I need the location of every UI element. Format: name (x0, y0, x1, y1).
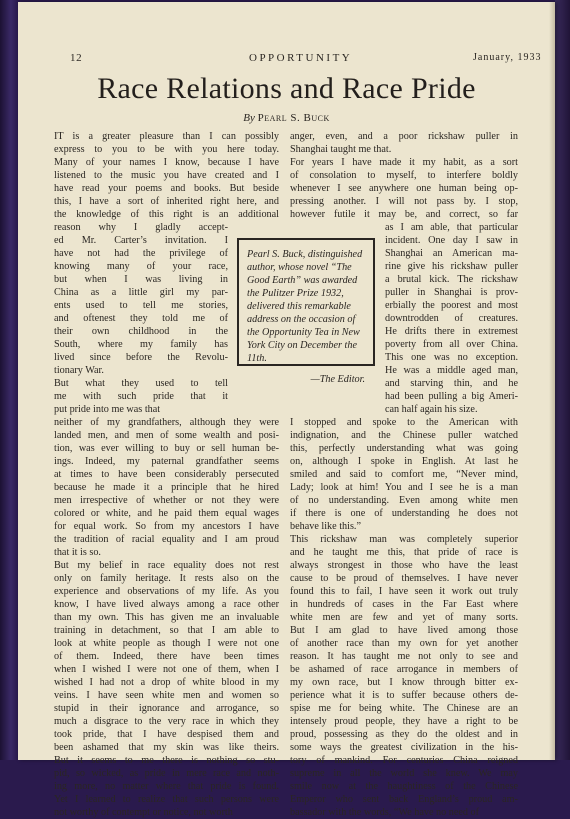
text-line: Yet I learned to realize that such persons were (54, 794, 279, 805)
text-line: of them. Indeed, there have been times (54, 651, 279, 662)
text-line: when I wished I were not one of them, when I (54, 664, 279, 675)
text-line: the knowledge of this right is an additional (54, 209, 279, 220)
magazine-page (18, 2, 555, 818)
text-line: been ashamed that my skin was like theirs. (54, 742, 279, 753)
text-line: poverty from all over China. (385, 339, 518, 350)
text-line: neither of my grandfathers, although they were (54, 417, 279, 428)
text-line: smile now at the haughtiness of the Chinese (290, 781, 518, 792)
text-line: my own race, but I know through bitter ex- (290, 677, 518, 688)
right-column-narrow (385, 221, 518, 416)
text-line: if there is one of understanding he does not (290, 508, 518, 519)
text-line: perience what it is to suffer because others de- (290, 690, 518, 701)
editor-note-text: Pearl S. Buck, distinguished author, whose novel “The Good Earth” was awarded the Pulitzer Prize 1932, delivered this remarkable address on the occasion of the Opportunity Tea in New York City on December the 11th. (247, 249, 363, 364)
text-line: anger, even, and a poor rickshaw puller in (290, 131, 518, 142)
text-line: cause to be proud of themselves. I have never (290, 573, 518, 584)
text-line: But it seems to me there is nothing so stu- (54, 755, 279, 766)
text-line: for equal work. So from my ancestors I have (54, 521, 279, 532)
text-line: reason why I gladly accept- (54, 222, 228, 233)
editor-note-attribution: —The Editor. (310, 374, 365, 385)
text-line: erbially the poorest and most (385, 300, 518, 311)
text-line: ings. Indeed, my paternal grandfather seems (54, 456, 279, 467)
text-line: smiled and said to comfort me, “Never mind, (290, 469, 518, 480)
text-line: can half again his size. (385, 404, 478, 415)
text-line: reason. It has taught me not only to see and (290, 651, 518, 662)
text-line: ed Mr. Carter’s invitation. I (54, 235, 228, 246)
text-line: behave like this.” (290, 521, 362, 532)
text-line: and he taught me this, that pride of race is (290, 547, 518, 558)
book-binding (0, 0, 18, 760)
text-line: supreme in all the world she knew. We may (290, 768, 518, 779)
text-line: He was a middle aged man, (385, 365, 518, 376)
text-line: I stopped and spoke to the American with (290, 417, 518, 428)
page-edge (555, 0, 570, 760)
text-line: ents used to tell me stories, (54, 300, 228, 311)
text-line: knowing many of your race, (54, 261, 228, 272)
text-line: be ashamed of race arrogance in members of (290, 664, 518, 675)
text-line: always strongest in those who have the least (290, 560, 518, 571)
text-line: stupid in their ignorance and arrogance, so (54, 703, 279, 714)
text-line: the tradition of racial equality and I am proud (54, 534, 279, 545)
text-line: bassador with the words, “We have no need of (290, 807, 480, 818)
text-line: But I am glad to have lived among those (290, 625, 518, 636)
text-line: put pride into me was that (54, 404, 161, 415)
text-line: experience and observations of my life. As you (54, 586, 279, 597)
right-column-bottom (290, 416, 518, 819)
text-line: at times to have been considerably persecuted (54, 469, 279, 480)
text-line: veins. I have seen white men and women so (54, 690, 279, 701)
text-line: that it is so. (54, 547, 101, 558)
text-line: in hundreds of cases in the Far East where (290, 599, 518, 610)
text-line: had been pulling a big Ameri- (385, 391, 518, 402)
text-line: this, perfectly understanding what was going (290, 443, 518, 454)
text-line: ing more, no matter where that pride is found. (54, 781, 279, 792)
left-column-narrow (54, 221, 228, 416)
text-line: proud, possessing as they do the oldest and in (290, 729, 518, 740)
text-line: and oftenest they told me of (54, 313, 228, 324)
editor-note-box (237, 238, 375, 385)
text-line: downtrodden of creatures. (385, 313, 518, 324)
text-line: as I am able, that particular (385, 222, 518, 233)
text-line: look at white people as though I were not one (54, 638, 279, 649)
text-line: found this to fail, I have seen it work out truly (290, 586, 518, 597)
magazine-title: OPPORTUNITY (249, 52, 353, 64)
text-line: colored or white, and he paid them equal wages (54, 508, 279, 519)
text-line: spise me for being white. The Chinese are an (290, 703, 518, 714)
text-line: indignation, and the Chinese puller watched (290, 430, 518, 441)
article-title: Race Relations and Race Pride (97, 72, 476, 105)
text-line: intensely proud people, they have a right to be (290, 716, 518, 727)
text-line: pressing another. I will not pass by. I stop, (290, 196, 518, 207)
text-line: have not had the privilege of (54, 248, 228, 259)
text-line: a brutal kick. The rickshaw (385, 274, 518, 285)
text-line: Shanghai an American ma- (385, 248, 518, 259)
text-line: listened to the music you have created and I (54, 170, 279, 181)
text-line: lived since before the Revolu- (54, 352, 228, 363)
text-line: have read your poems and books. But beside (54, 183, 279, 194)
text-line: of no understanding. Even among white men (290, 495, 518, 506)
page-number: 12 (70, 52, 83, 64)
text-line: some ways the greatest civilization in the his- (290, 742, 518, 753)
text-line: on, although I spoke in English. At last he (290, 456, 518, 467)
text-line: wished I had not a drop of white blood in my (54, 677, 279, 688)
text-line: For years I have made it my habit, as a sort (290, 157, 518, 168)
byline-prefix: By (243, 112, 255, 124)
right-column-top (290, 130, 518, 221)
text-line: training in detachment, so that I am able to (54, 625, 279, 636)
text-line: white men are few and yet of many sorts. (290, 612, 518, 623)
text-line: Shanghai taught me that. (290, 144, 392, 155)
text-line: because he made it a principle that he hired (54, 482, 279, 493)
text-line: tory of mankind. For centuries China reigned (290, 755, 518, 766)
text-line: pid, so wicked, as pride in mere race and noth- (54, 768, 279, 779)
text-line: and starving thin, and he (385, 378, 518, 389)
text-line: tionary War. (54, 365, 104, 376)
text-line: me with such pride that it (54, 391, 228, 402)
issue-date: January, 1933 (473, 52, 542, 63)
text-line: men irrespective of whether or not they were (54, 495, 279, 506)
text-line: took pride, that I have despised them and (54, 729, 279, 740)
text-line: tion, was ever willing to buy or sell human be- (54, 443, 279, 454)
text-line: rine give his rickshaw puller (385, 261, 518, 272)
text-line: only on family heritage. It rests also on the (54, 573, 279, 584)
text-line: but when I was living in (54, 274, 228, 285)
text-line: landed men, and men of some wealth and posi- (54, 430, 279, 441)
byline (18, 112, 555, 124)
text-line: Lady; look at him! You and I see he is a man (290, 482, 518, 493)
text-line: of another race than my own for yet another (290, 638, 518, 649)
text-line: their own childhood in the (54, 326, 228, 337)
text-line: puller in Shanghai is prov- (385, 287, 518, 298)
text-line: of consolation to myself, to interfere boldly (290, 170, 518, 181)
text-line: China as a little girl my par- (54, 287, 228, 298)
text-line: Emperor who sent back England’s proud am- (290, 794, 518, 805)
text-line: This one was no exception. (385, 352, 518, 363)
text-line: But what they used to tell (54, 378, 228, 389)
text-line: This rickshaw man was completely superior (290, 534, 518, 545)
text-line: South, where my family has (54, 339, 228, 350)
left-column-top (54, 130, 279, 221)
text-line: much a disgrace to the very race in which they (54, 716, 279, 727)
text-line: express to you to be with you here today. (54, 144, 279, 155)
left-column-bottom (54, 416, 279, 819)
text-line: however futile it may be, and correct, so far (290, 209, 518, 220)
text-line: IT is a greater pleasure than I can possibly (54, 131, 279, 142)
text-line: Many of your names I know, because I have (54, 157, 279, 168)
text-line: than my own. This has given me an invaluable (54, 612, 279, 623)
text-line: this, I have a sort of inherited right here, and (54, 196, 279, 207)
text-line: not worthy of contempt or notice, not worth (54, 807, 233, 818)
text-line: whenever I see anywhere one human being op- (290, 183, 518, 194)
text-line: incident. One day I saw in (385, 235, 518, 246)
text-line: know, I have lived always among a race other (54, 599, 279, 610)
text-line: He drifts there in extremest (385, 326, 518, 337)
text-line: But my belief in race equality does not rest (54, 560, 279, 571)
author-name: Pearl S. Buck (257, 112, 330, 124)
